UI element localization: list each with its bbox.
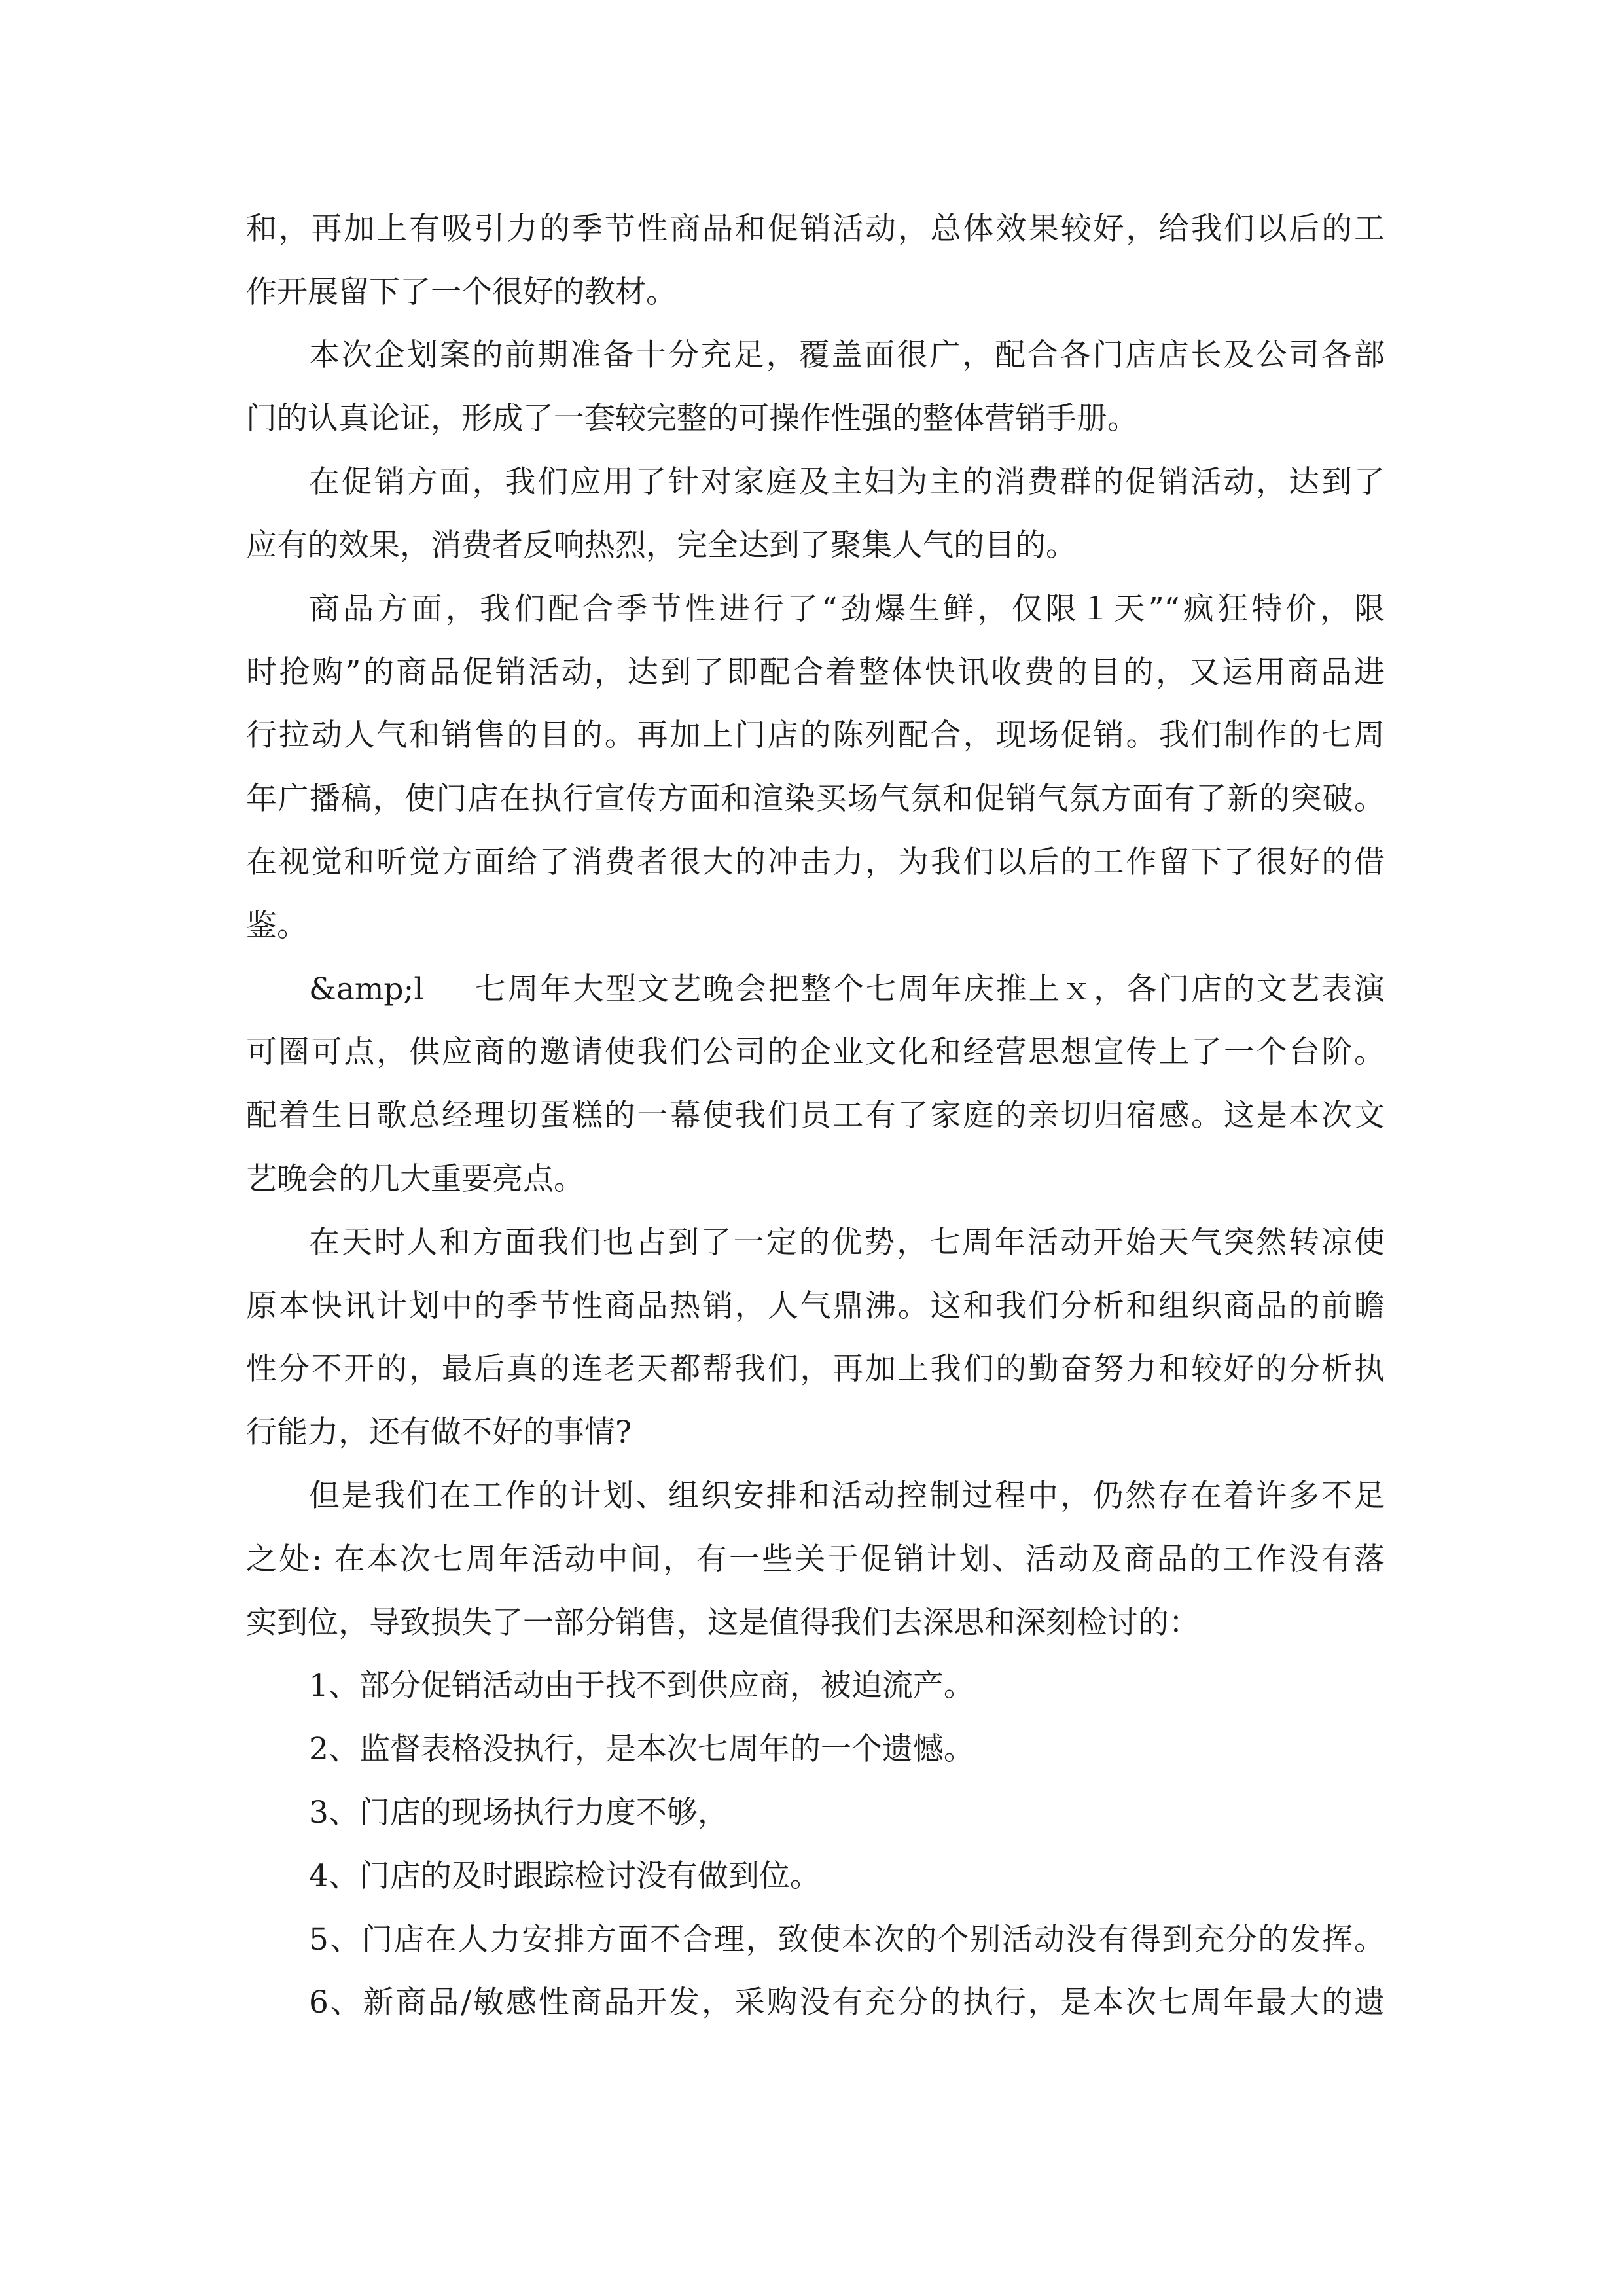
body-text-line: 在促销方面，我们应用了针对家庭及主妇为主的消费群的促销活动，达到了	[309, 464, 1385, 500]
body-text-line: 行能力，还有做不好的事情?	[246, 1414, 632, 1450]
list-item: 1、部分促销活动由于找不到供应商，被迫流产。	[309, 1668, 974, 1704]
body-text-line: 应有的效果，消费者反响热烈，完全达到了聚集人气的目的。	[246, 528, 1077, 564]
list-item: 3、门店的现场执行力度不够，	[309, 1795, 728, 1831]
list-item: 5、门店在人力安排方面不合理，致使本次的个别活动没有得到充分的发挥。	[309, 1922, 1385, 1958]
body-text-line: 但是我们在工作的计划、组织安排和活动控制过程中，仍然存在着许多不足	[309, 1478, 1385, 1514]
body-text-line: 本次企划案的前期准备十分充足，覆盖面很广，配合各门店店长及公司各部	[309, 337, 1385, 373]
body-text-line: 实到位，导致损失了一部分销售，这是值得我们去深思和深刻检讨的：	[246, 1605, 1200, 1641]
body-text-line: 年广播稿，使门店在执行宣传方面和渲染买场气氛和促销气氛方面有了新的突破。	[246, 781, 1385, 817]
body-text-line: 鉴。	[246, 908, 308, 944]
body-text-line: 配着生日歌总经理切蛋糕的一幕使我们员工有了家庭的亲切归宿感。这是本次文	[246, 1098, 1385, 1134]
body-text-line: 可圈可点，供应商的邀请使我们公司的企业文化和经营思想宣传上了一个台阶。	[246, 1034, 1385, 1070]
body-text-line: 作开展留下了一个很好的教材。	[246, 274, 677, 310]
body-text-line: 时抢购”的商品促销活动，达到了即配合着整体快讯收费的目的，又运用商品进	[246, 655, 1385, 691]
body-text-line: 在天时人和方面我们也占到了一定的优势，七周年活动开始天气突然转凉使	[309, 1225, 1385, 1261]
list-item: 6、新商品/敏感性商品开发，采购没有充分的执行，是本次七周年最大的遗	[309, 1984, 1385, 2020]
body-text-line: 行拉动人气和销售的目的。再加上门店的陈列配合，现场促销。我们制作的七周	[246, 717, 1385, 753]
body-text-line: 门的认真论证，形成了一套较完整的可操作性强的整体营销手册。	[246, 401, 1138, 437]
body-text-line: 七周年大型文艺晚会把整个七周年庆推上ｘ，各门店的文艺表演	[475, 971, 1385, 1007]
body-text-line: 和，再加上有吸引力的季节性商品和促销活动，总体效果较好，给我们以后的工	[246, 211, 1385, 247]
list-item: 4、门店的及时跟踪检讨没有做到位。	[309, 1858, 821, 1894]
list-item: 2、监督表格没执行，是本次七周年的一个遗憾。	[309, 1731, 974, 1767]
body-text-line: 在视觉和听觉方面给了消费者很大的冲击力，为我们以后的工作留下了很好的借	[246, 844, 1385, 880]
paragraph-lead-marker: &amp;l	[309, 971, 424, 1007]
body-text-line: 商品方面，我们配合季节性进行了“劲爆生鲜，仅限１天”“疯狂特价，限	[309, 591, 1385, 627]
body-text-line: 性分不开的，最后真的连老天都帮我们，再加上我们的勤奋努力和较好的分析执	[246, 1351, 1385, 1387]
body-text-line: 艺晚会的几大重要亮点。	[246, 1161, 584, 1197]
body-text-line: 之处: 在本次七周年活动中间，有一些关于促销计划、活动及商品的工作没有落	[246, 1541, 1385, 1577]
body-text-line: 原本快讯计划中的季节性商品热销，人气鼎沸。这和我们分析和组织商品的前瞻	[246, 1288, 1385, 1324]
